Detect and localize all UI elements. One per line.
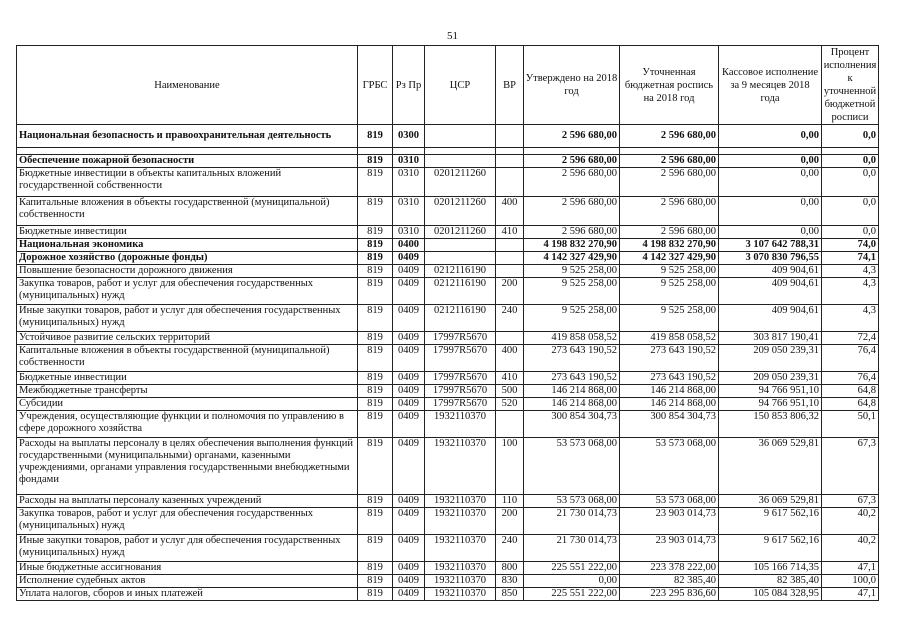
cell-approved: 273 643 190,52 [524, 345, 620, 372]
cell-percent: 74,0 [822, 239, 879, 252]
cell-grbs: 819 [358, 226, 393, 239]
cell-csr: 1932110370 [425, 495, 496, 508]
cell-rzpr: 0409 [393, 345, 425, 372]
cell-cash: 82 385,40 [719, 575, 822, 588]
cell-cash: 150 853 806,32 [719, 411, 822, 438]
cell-grbs: 819 [358, 265, 393, 278]
cell-rzpr: 0409 [393, 438, 425, 495]
cell-rzpr: 0310 [393, 197, 425, 226]
cell-refined: 2 596 680,00 [620, 125, 719, 148]
budget-table [16, 45, 879, 601]
cell-cash: 0,00 [719, 168, 822, 197]
cell-percent: 40,2 [822, 508, 879, 535]
cell-approved: 2 596 680,00 [524, 125, 620, 148]
cell-approved: 225 551 222,00 [524, 588, 620, 601]
table-row [17, 197, 879, 226]
table-row [17, 278, 879, 305]
cell-approved: 300 854 304,73 [524, 411, 620, 438]
table-row [17, 239, 879, 252]
cell-percent: 0,0 [822, 197, 879, 226]
cell-csr: 0212116190 [425, 278, 496, 305]
cell-rzpr: 0409 [393, 495, 425, 508]
cell-grbs: 819 [358, 562, 393, 575]
cell-csr: 17997R5670 [425, 345, 496, 372]
cell-vr: 200 [496, 278, 524, 305]
cell-refined: 146 214 868,00 [620, 398, 719, 411]
cell-approved: 4 198 832 270,90 [524, 239, 620, 252]
cell-csr [425, 239, 496, 252]
cell-rzpr: 0409 [393, 411, 425, 438]
cell-cash: 409 904,61 [719, 278, 822, 305]
table-row [17, 305, 879, 332]
cell-rzpr: 0409 [393, 332, 425, 345]
cell-percent: 47,1 [822, 588, 879, 601]
cell-approved: 21 730 014,73 [524, 535, 620, 562]
cell-csr: 1932110370 [425, 508, 496, 535]
cell-refined: 53 573 068,00 [620, 438, 719, 495]
cell-csr: 0201211260 [425, 226, 496, 239]
cell-name: Национальная экономика [17, 239, 358, 252]
table-row [17, 385, 879, 398]
table-row [17, 345, 879, 372]
cell-grbs: 819 [358, 575, 393, 588]
cell-csr: 17997R5670 [425, 332, 496, 345]
header-csr: ЦСР [425, 46, 496, 125]
cell-grbs: 819 [358, 305, 393, 332]
cell-percent: 76,4 [822, 345, 879, 372]
cell-vr: 200 [496, 508, 524, 535]
cell-csr: 0201211260 [425, 197, 496, 226]
cell-percent: 50,1 [822, 411, 879, 438]
table-row [17, 438, 879, 495]
cell-name: Капитальные вложения в объекты государственной (муниципальной) собственности [17, 197, 358, 226]
cell-rzpr: 0409 [393, 508, 425, 535]
cell-refined: 273 643 190,52 [620, 345, 719, 372]
cell-name: Учреждения, осуществляющие функции и полномочия по управлению в сфере дорожного хозяйства [17, 411, 358, 438]
cell-refined: 273 643 190,52 [620, 372, 719, 385]
cell-csr: 1932110370 [425, 411, 496, 438]
cell-name: Бюджетные инвестиции [17, 372, 358, 385]
cell-csr: 0212116190 [425, 265, 496, 278]
cell-refined: 53 573 068,00 [620, 495, 719, 508]
cell-csr: 1932110370 [425, 438, 496, 495]
cell-vr: 110 [496, 495, 524, 508]
cell-approved: 419 858 058,52 [524, 332, 620, 345]
cell-percent: 76,4 [822, 372, 879, 385]
cell-refined: 9 525 258,00 [620, 265, 719, 278]
cell-grbs: 819 [358, 332, 393, 345]
cell-vr [496, 411, 524, 438]
header-vr: ВР [496, 46, 524, 125]
table-row [17, 575, 879, 588]
cell-vr: 400 [496, 197, 524, 226]
cell-grbs: 819 [358, 411, 393, 438]
header-percent: Процент исполнения к уточненной бюджетной росписи [822, 46, 879, 125]
cell-refined: 23 903 014,73 [620, 535, 719, 562]
cell-refined: 4 198 832 270,90 [620, 239, 719, 252]
cell-percent: 0,0 [822, 155, 879, 168]
cell-cash: 209 050 239,31 [719, 345, 822, 372]
cell-cash: 94 766 951,10 [719, 385, 822, 398]
cell-percent: 64,8 [822, 385, 879, 398]
cell-vr: 240 [496, 535, 524, 562]
cell-percent: 4,3 [822, 265, 879, 278]
cell-grbs: 819 [358, 385, 393, 398]
cell-approved: 9 525 258,00 [524, 305, 620, 332]
cell-rzpr: 0409 [393, 535, 425, 562]
cell-vr: 100 [496, 438, 524, 495]
cell-grbs: 819 [358, 588, 393, 601]
cell-name: Обеспечение пожарной безопасности [17, 155, 358, 168]
cell-rzpr: 0300 [393, 125, 425, 148]
cell-approved: 9 525 258,00 [524, 265, 620, 278]
spacer-cell [719, 148, 822, 155]
cell-cash: 0,00 [719, 197, 822, 226]
cell-csr: 17997R5670 [425, 385, 496, 398]
cell-approved: 2 596 680,00 [524, 197, 620, 226]
header-name: Наименование [17, 46, 358, 125]
cell-name: Национальная безопасность и правоохранительная деятельность [17, 125, 358, 148]
cell-vr: 850 [496, 588, 524, 601]
cell-refined: 4 142 327 429,90 [620, 252, 719, 265]
cell-approved: 21 730 014,73 [524, 508, 620, 535]
cell-name: Повышение безопасности дорожного движения [17, 265, 358, 278]
cell-approved: 273 643 190,52 [524, 372, 620, 385]
table-row [17, 508, 879, 535]
cell-cash: 0,00 [719, 155, 822, 168]
cell-rzpr: 0409 [393, 372, 425, 385]
cell-name: Субсидии [17, 398, 358, 411]
table-row [17, 398, 879, 411]
cell-cash: 36 069 529,81 [719, 495, 822, 508]
cell-refined: 9 525 258,00 [620, 305, 719, 332]
cell-cash: 409 904,61 [719, 305, 822, 332]
cell-refined: 2 596 680,00 [620, 168, 719, 197]
cell-csr [425, 155, 496, 168]
cell-percent: 0,0 [822, 125, 879, 148]
cell-csr: 1932110370 [425, 575, 496, 588]
table-row [17, 125, 879, 148]
cell-grbs: 819 [358, 155, 393, 168]
cell-name: Капитальные вложения в объекты государственной (муниципальной) собственности [17, 345, 358, 372]
cell-cash: 209 050 239,31 [719, 372, 822, 385]
cell-rzpr: 0409 [393, 278, 425, 305]
cell-grbs: 819 [358, 168, 393, 197]
cell-cash: 94 766 951,10 [719, 398, 822, 411]
cell-vr [496, 332, 524, 345]
cell-vr [496, 125, 524, 148]
cell-rzpr: 0310 [393, 226, 425, 239]
cell-vr: 830 [496, 575, 524, 588]
cell-grbs: 819 [358, 239, 393, 252]
cell-cash: 36 069 529,81 [719, 438, 822, 495]
cell-refined: 82 385,40 [620, 575, 719, 588]
cell-percent: 0,0 [822, 226, 879, 239]
cell-rzpr: 0409 [393, 575, 425, 588]
cell-percent: 4,3 [822, 305, 879, 332]
cell-rzpr: 0409 [393, 562, 425, 575]
cell-grbs: 819 [358, 278, 393, 305]
cell-approved: 9 525 258,00 [524, 278, 620, 305]
cell-rzpr: 0310 [393, 155, 425, 168]
cell-refined: 2 596 680,00 [620, 155, 719, 168]
spacer-cell [496, 148, 524, 155]
cell-name: Расходы на выплаты персоналу в целях обеспечения выполнения функций государственными (муниципальными) органами, казенными учреждениями, органами управления государственными внебюджетными фондами [17, 438, 358, 495]
cell-csr: 1932110370 [425, 562, 496, 575]
spacer-cell [822, 148, 879, 155]
cell-refined: 146 214 868,00 [620, 385, 719, 398]
cell-refined: 2 596 680,00 [620, 197, 719, 226]
cell-grbs: 819 [358, 398, 393, 411]
cell-cash: 105 084 328,95 [719, 588, 822, 601]
header-row [17, 46, 879, 125]
cell-csr: 17997R5670 [425, 372, 496, 385]
table-row [17, 226, 879, 239]
cell-grbs: 819 [358, 252, 393, 265]
cell-approved: 2 596 680,00 [524, 155, 620, 168]
table-row [17, 155, 879, 168]
cell-percent: 67,3 [822, 438, 879, 495]
cell-cash: 9 617 562,16 [719, 535, 822, 562]
cell-refined: 2 596 680,00 [620, 226, 719, 239]
spacer-cell [425, 148, 496, 155]
cell-vr [496, 265, 524, 278]
cell-percent: 67,3 [822, 495, 879, 508]
cell-cash: 0,00 [719, 125, 822, 148]
cell-vr [496, 239, 524, 252]
spacer-cell [393, 148, 425, 155]
cell-approved: 2 596 680,00 [524, 168, 620, 197]
header-cash: Кассовое исполнение за 9 месяцев 2018 года [719, 46, 822, 125]
cell-name: Межбюджетные трансферты [17, 385, 358, 398]
cell-csr [425, 125, 496, 148]
cell-grbs: 819 [358, 508, 393, 535]
cell-vr [496, 155, 524, 168]
spacer-cell [358, 148, 393, 155]
cell-approved: 225 551 222,00 [524, 562, 620, 575]
cell-refined: 300 854 304,73 [620, 411, 719, 438]
cell-vr: 410 [496, 226, 524, 239]
cell-grbs: 819 [358, 372, 393, 385]
cell-percent: 0,0 [822, 168, 879, 197]
cell-csr: 0201211260 [425, 168, 496, 197]
table-row [17, 252, 879, 265]
cell-refined: 23 903 014,73 [620, 508, 719, 535]
cell-name: Иные закупки товаров, работ и услуг для обеспечения государственных (муниципальных) нужд [17, 535, 358, 562]
cell-name: Устойчивое развитие сельских территорий [17, 332, 358, 345]
cell-cash: 9 617 562,16 [719, 508, 822, 535]
cell-vr: 240 [496, 305, 524, 332]
table-row [17, 168, 879, 197]
cell-cash: 3 070 830 796,55 [719, 252, 822, 265]
cell-vr: 400 [496, 345, 524, 372]
cell-grbs: 819 [358, 345, 393, 372]
table-row [17, 411, 879, 438]
cell-refined: 419 858 058,52 [620, 332, 719, 345]
table-row [17, 535, 879, 562]
cell-rzpr: 0409 [393, 252, 425, 265]
cell-rzpr: 0409 [393, 305, 425, 332]
table-body [17, 125, 879, 601]
header-approved: Утверждено на 2018 год [524, 46, 620, 125]
cell-percent: 4,3 [822, 278, 879, 305]
cell-percent: 40,2 [822, 535, 879, 562]
header-refined: Уточненная бюджетная роспись на 2018 год [620, 46, 719, 125]
table-row [17, 372, 879, 385]
cell-csr [425, 252, 496, 265]
cell-vr [496, 252, 524, 265]
cell-cash: 303 817 190,41 [719, 332, 822, 345]
table-row [17, 265, 879, 278]
cell-grbs: 819 [358, 125, 393, 148]
cell-percent: 100,0 [822, 575, 879, 588]
spacer-cell [17, 148, 358, 155]
cell-approved: 53 573 068,00 [524, 438, 620, 495]
cell-vr [496, 168, 524, 197]
cell-cash: 0,00 [719, 226, 822, 239]
cell-rzpr: 0310 [393, 168, 425, 197]
cell-percent: 72,4 [822, 332, 879, 345]
cell-name: Закупка товаров, работ и услуг для обеспечения государственных (муниципальных) нужд [17, 508, 358, 535]
cell-cash: 409 904,61 [719, 265, 822, 278]
cell-grbs: 819 [358, 197, 393, 226]
cell-approved: 146 214 868,00 [524, 385, 620, 398]
cell-name: Иные закупки товаров, работ и услуг для обеспечения государственных (муниципальных) нужд [17, 305, 358, 332]
cell-approved: 4 142 327 429,90 [524, 252, 620, 265]
cell-vr: 520 [496, 398, 524, 411]
cell-name: Дорожное хозяйство (дорожные фонды) [17, 252, 358, 265]
cell-rzpr: 0409 [393, 265, 425, 278]
header-rzpr: Рз Пр [393, 46, 425, 125]
cell-name: Уплата налогов, сборов и иных платежей [17, 588, 358, 601]
cell-name: Исполнение судебных актов [17, 575, 358, 588]
cell-name: Закупка товаров, работ и услуг для обеспечения государственных (муниципальных) нужд [17, 278, 358, 305]
cell-percent: 47,1 [822, 562, 879, 575]
table-row [17, 332, 879, 345]
cell-approved: 0,00 [524, 575, 620, 588]
cell-cash: 105 166 714,35 [719, 562, 822, 575]
cell-rzpr: 0409 [393, 588, 425, 601]
cell-grbs: 819 [358, 495, 393, 508]
cell-rzpr: 0409 [393, 398, 425, 411]
cell-refined: 223 295 836,60 [620, 588, 719, 601]
cell-percent: 74,1 [822, 252, 879, 265]
cell-percent: 64,8 [822, 398, 879, 411]
cell-csr: 17997R5670 [425, 398, 496, 411]
cell-name: Бюджетные инвестиции в объекты капитальных вложений государственной собственности [17, 168, 358, 197]
cell-name: Расходы на выплаты персоналу казенных учреждений [17, 495, 358, 508]
cell-name: Иные бюджетные ассигнования [17, 562, 358, 575]
cell-vr: 800 [496, 562, 524, 575]
table-row [17, 562, 879, 575]
cell-vr: 500 [496, 385, 524, 398]
cell-vr: 410 [496, 372, 524, 385]
cell-csr: 1932110370 [425, 535, 496, 562]
page-number: 51 [447, 30, 458, 42]
spacer-row [17, 148, 879, 155]
cell-rzpr: 0409 [393, 385, 425, 398]
cell-approved: 53 573 068,00 [524, 495, 620, 508]
cell-grbs: 819 [358, 535, 393, 562]
cell-grbs: 819 [358, 438, 393, 495]
cell-csr: 0212116190 [425, 305, 496, 332]
cell-csr: 1932110370 [425, 588, 496, 601]
spacer-cell [524, 148, 620, 155]
cell-refined: 9 525 258,00 [620, 278, 719, 305]
cell-rzpr: 0400 [393, 239, 425, 252]
cell-refined: 223 378 222,00 [620, 562, 719, 575]
cell-approved: 2 596 680,00 [524, 226, 620, 239]
cell-approved: 146 214 868,00 [524, 398, 620, 411]
cell-name: Бюджетные инвестиции [17, 226, 358, 239]
table-row [17, 588, 879, 601]
cell-cash: 3 107 642 788,31 [719, 239, 822, 252]
spacer-cell [620, 148, 719, 155]
header-grbs: ГРБС [358, 46, 393, 125]
table-row [17, 495, 879, 508]
